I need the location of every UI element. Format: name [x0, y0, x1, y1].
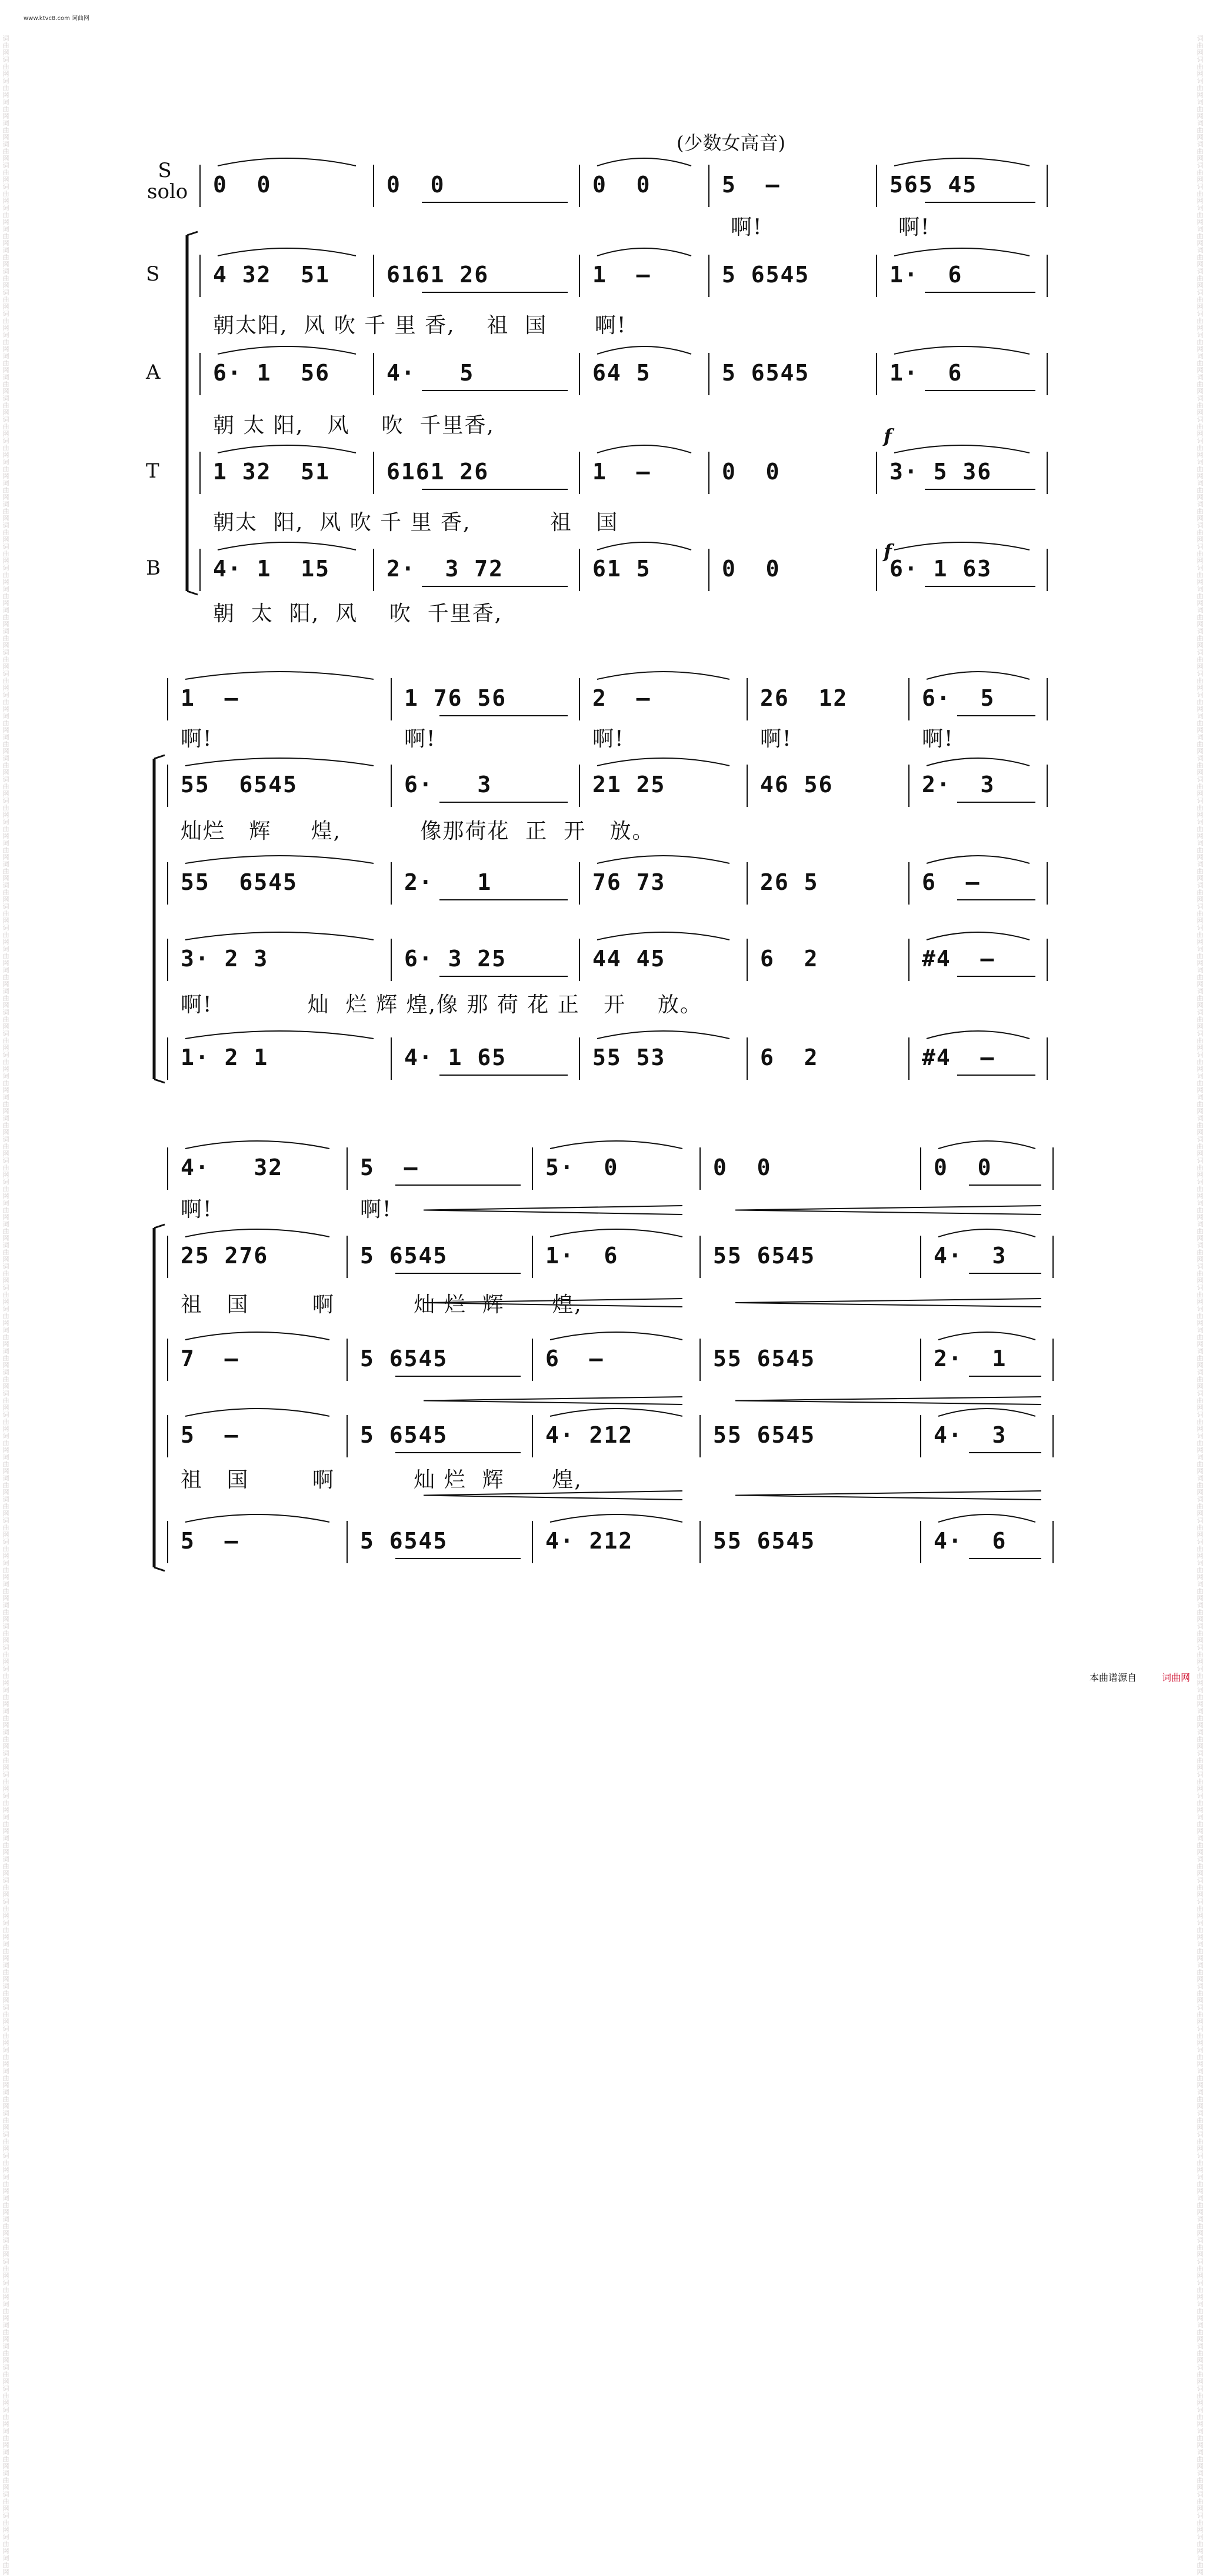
measure-notes: 6 2	[760, 1045, 819, 1070]
measure-notes: 44 45	[592, 946, 666, 972]
measure-notes: 5 –	[181, 1528, 239, 1554]
measure-notes: 4· 1 65	[404, 1045, 507, 1070]
measure-notes: 25 276	[181, 1243, 269, 1269]
hairpin	[735, 1210, 1041, 1215]
dynamic-forte: f	[884, 425, 892, 447]
measure-notes: 5 6545	[722, 262, 810, 288]
slur	[185, 758, 374, 766]
lyric-syllable: 啊!	[181, 727, 213, 751]
measure-notes: 6 –	[922, 869, 981, 895]
slur	[894, 445, 1030, 453]
slur	[927, 672, 1030, 679]
slur	[597, 542, 691, 550]
slur	[218, 542, 356, 550]
measure-notes: 26 12	[760, 685, 848, 711]
measure-notes: 6· 3	[404, 772, 492, 798]
measure-notes: 4· 212	[545, 1528, 634, 1554]
lyric-syllable: 啊!	[592, 727, 625, 751]
measure-notes: 5 6545	[360, 1346, 448, 1372]
measure-notes: 6161 26	[387, 262, 489, 288]
measure-notes: #4 –	[922, 1045, 995, 1070]
measure-notes: 55 6545	[713, 1346, 816, 1372]
measure-notes: 5 6545	[360, 1422, 448, 1448]
slur	[218, 346, 356, 354]
slur	[185, 1332, 329, 1340]
lyric-line: 祖 国 啊 灿 烂 辉 煌,	[181, 1293, 582, 1317]
measure-notes: 1 –	[592, 459, 651, 485]
measure-notes: 64 5	[592, 360, 651, 386]
slur	[550, 1514, 682, 1522]
slur	[597, 932, 729, 940]
slur	[927, 932, 1030, 940]
measure-notes: 55 6545	[713, 1528, 816, 1554]
slur	[927, 856, 1030, 863]
slur	[550, 1409, 682, 1416]
site-header: www.ktvc8.com 词曲网	[24, 15, 90, 22]
slur	[185, 856, 374, 863]
watermark-right: 词曲网词曲网词曲网词曲网词曲网词曲网词曲网词曲网词曲网词曲网词曲网词曲网词曲网词曲网词曲网词曲网词曲网词曲网词曲网词曲网词曲网词曲网词曲网词曲网词曲网词曲网词曲网词曲网词曲网词曲网词曲网词曲网词曲网词曲网词曲网词曲网词曲网词曲网词曲网词曲网词曲网词曲网词曲网词曲网词曲网词曲网词曲网词曲网词曲网词曲网词曲网词曲网词曲网词曲网词曲网词曲网词曲网词曲网词曲网词曲网词曲网词曲网词曲网词曲网词曲网词曲网词曲网词曲网词曲网词曲网词曲网词曲网词曲网词曲网词曲网词曲网词曲网词曲网词曲网词曲网词曲网词曲网词曲网词曲网词曲网词曲网词曲网词曲网词曲网词曲网词曲网词曲网词曲网词曲网词曲网词曲网词曲网词曲网词曲网词曲网词曲网词曲网词曲网词曲网词曲网词曲网词曲网词曲网词曲网词曲网词曲网词曲网词曲网词曲网词曲网词曲网词曲网词曲网词曲网词曲网	[1197, 35, 1204, 2576]
system-brace	[154, 1224, 165, 1228]
slur	[185, 672, 374, 679]
slur	[550, 1141, 682, 1149]
lyric-line: 朝 太 阳, 风 吹 千里香,	[213, 413, 495, 438]
measure-notes: 0 0	[387, 172, 445, 198]
measure-notes: 26 5	[760, 869, 819, 895]
slur	[185, 1229, 329, 1237]
dynamic-forte: f	[884, 540, 892, 562]
slur	[894, 158, 1030, 166]
measure-notes: 1 32 51	[213, 459, 331, 485]
lyric-line: 朝太阳, 风 吹 千 里 香, 祖 国 啊!	[213, 313, 627, 338]
measure-notes: 5 –	[360, 1154, 419, 1180]
part-label-s: S	[146, 262, 160, 286]
lyric-line: 灿烂 辉 煌, 像那荷花 正 开 放。	[181, 819, 655, 843]
measure-notes: 46 56	[760, 772, 834, 798]
hairpin	[735, 1303, 1041, 1307]
hairpin	[424, 1401, 682, 1405]
measure-notes: 1· 6	[889, 262, 963, 288]
measure-notes: 7 –	[181, 1346, 239, 1372]
measure-notes: 0 0	[592, 172, 651, 198]
measure-notes: 6· 5	[922, 685, 995, 711]
slur	[185, 932, 374, 940]
lyric-syllable: 啊!	[922, 727, 954, 751]
slur	[185, 1409, 329, 1416]
measure-notes: 2· 1	[934, 1346, 1007, 1372]
slur	[938, 1141, 1035, 1149]
slur	[938, 1229, 1035, 1237]
measure-notes: 55 6545	[713, 1422, 816, 1448]
lyric-syllable: 啊!	[404, 727, 437, 751]
measure-notes: 565 45	[889, 172, 978, 198]
hairpin	[735, 1491, 1041, 1496]
slur	[597, 248, 691, 256]
lyric-syllable: 啊!	[898, 215, 931, 239]
measure-notes: 21 25	[592, 772, 666, 798]
part-label-a: A	[146, 361, 161, 384]
measure-notes: 4· 3	[934, 1422, 1007, 1448]
slur	[927, 758, 1030, 766]
slur	[218, 158, 356, 166]
measure-notes: 6 2	[760, 946, 819, 972]
measure-notes: 4· 212	[545, 1422, 634, 1448]
measure-notes: 2· 1	[404, 869, 492, 895]
slur	[938, 1514, 1035, 1522]
slur	[185, 1031, 374, 1039]
part-label-b: B	[146, 556, 161, 580]
slur	[597, 346, 691, 354]
measure-notes: 0 0	[713, 1154, 772, 1180]
measure-notes: 4· 1 15	[213, 556, 331, 582]
measure-notes: 5 –	[722, 172, 781, 198]
measure-notes: 5 6545	[360, 1528, 448, 1554]
lyric-line: 朝太 阳, 风 吹 千 里 香, 祖 国	[213, 510, 619, 535]
lyric-syllable: 啊!	[731, 215, 763, 239]
measure-notes: #4 –	[922, 946, 995, 972]
hairpin	[424, 1397, 682, 1401]
hairpin	[424, 1206, 682, 1210]
measure-notes: 4· 6	[934, 1528, 1007, 1554]
measure-notes: 6· 1 56	[213, 360, 331, 386]
measure-notes: 4· 3	[934, 1243, 1007, 1269]
measure-notes: 61 5	[592, 556, 651, 582]
measure-notes: 0 0	[934, 1154, 992, 1180]
measure-notes: 5 6545	[360, 1243, 448, 1269]
slur	[597, 856, 729, 863]
system-brace	[154, 755, 165, 759]
measure-notes: 0 0	[213, 172, 272, 198]
slur	[185, 1514, 329, 1522]
footer-brand: 词曲网	[1162, 1672, 1191, 1683]
measure-notes: 1 –	[592, 262, 651, 288]
measure-notes: 3· 5 36	[889, 459, 992, 485]
measure-notes: 3· 2 3	[181, 946, 269, 972]
system-brace	[187, 591, 198, 595]
part-label-solo: S solo	[147, 159, 188, 203]
hairpin	[735, 1206, 1041, 1210]
slur	[185, 1141, 329, 1149]
measure-notes: 1· 6	[545, 1243, 619, 1269]
measure-notes: 5 –	[181, 1422, 239, 1448]
slur	[894, 542, 1030, 550]
measure-notes: 5 6545	[722, 360, 810, 386]
hairpin	[735, 1496, 1041, 1500]
slur	[894, 248, 1030, 256]
slur	[597, 158, 691, 166]
hairpin	[735, 1299, 1041, 1303]
hairpin	[735, 1401, 1041, 1405]
system-brace	[154, 1567, 165, 1571]
slur	[218, 248, 356, 256]
slur	[597, 445, 691, 453]
system-brace	[154, 1079, 165, 1083]
slur	[597, 672, 729, 679]
measure-notes: 55 53	[592, 1045, 666, 1070]
lyric-line: 啊! 灿 烂 辉 煌,像 那 荷 花 正 开 放。	[181, 993, 702, 1017]
measure-notes: 1· 2 1	[181, 1045, 269, 1070]
lyric-syllable: 啊!	[360, 1197, 392, 1222]
slur	[894, 346, 1030, 354]
lyric-syllable: 啊!	[181, 1197, 213, 1222]
measure-notes: 5· 0	[545, 1154, 619, 1180]
measure-notes: 55 6545	[181, 772, 298, 798]
measure-notes: 6· 3 25	[404, 946, 507, 972]
hairpin	[424, 1210, 682, 1215]
measure-notes: 6 –	[545, 1346, 604, 1372]
measure-notes: 0 0	[722, 459, 781, 485]
voice-annotation: (少数女高音)	[677, 132, 785, 154]
measure-notes: 1· 6	[889, 360, 963, 386]
lyric-syllable: 啊!	[760, 727, 792, 751]
measure-notes: 2· 3	[922, 772, 995, 798]
system-brace	[187, 232, 198, 235]
measure-notes: 1 76 56	[404, 685, 507, 711]
slur	[218, 445, 356, 453]
slur	[597, 758, 729, 766]
slur	[597, 1031, 729, 1039]
slur	[938, 1332, 1035, 1340]
lyric-line: 朝 太 阳, 风 吹 千里香,	[213, 602, 503, 626]
measure-notes: 6161 26	[387, 459, 489, 485]
part-label-t: T	[146, 459, 159, 483]
measure-notes: 4· 32	[181, 1154, 284, 1180]
measure-notes: 2 –	[592, 685, 651, 711]
hairpin	[735, 1397, 1041, 1401]
measure-notes: 76 73	[592, 869, 666, 895]
measure-notes: 1 –	[181, 685, 239, 711]
measure-notes: 55 6545	[713, 1243, 816, 1269]
measure-notes: 4· 5	[387, 360, 475, 386]
measure-notes: 6· 1 63	[889, 556, 992, 582]
measure-notes: 55 6545	[181, 869, 298, 895]
hairpin	[424, 1496, 682, 1500]
footer-source: 本曲谱源自	[1090, 1672, 1137, 1683]
slur	[938, 1409, 1035, 1416]
measure-notes: 2· 3 72	[387, 556, 504, 582]
slur	[550, 1229, 682, 1237]
slur	[550, 1332, 682, 1340]
watermark-left: 词曲网词曲网词曲网词曲网词曲网词曲网词曲网词曲网词曲网词曲网词曲网词曲网词曲网词曲网词曲网词曲网词曲网词曲网词曲网词曲网词曲网词曲网词曲网词曲网词曲网词曲网词曲网词曲网词曲网词曲网词曲网词曲网词曲网词曲网词曲网词曲网词曲网词曲网词曲网词曲网词曲网词曲网词曲网词曲网词曲网词曲网词曲网词曲网词曲网词曲网词曲网词曲网词曲网词曲网词曲网词曲网词曲网词曲网词曲网词曲网词曲网词曲网词曲网词曲网词曲网词曲网词曲网词曲网词曲网词曲网词曲网词曲网词曲网词曲网词曲网词曲网词曲网词曲网词曲网词曲网词曲网词曲网词曲网词曲网词曲网词曲网词曲网词曲网词曲网词曲网词曲网词曲网词曲网词曲网词曲网词曲网词曲网词曲网词曲网词曲网词曲网词曲网词曲网词曲网词曲网词曲网词曲网词曲网词曲网词曲网词曲网词曲网词曲网词曲网词曲网词曲网词曲网词曲网词曲网词曲网	[2, 35, 9, 2576]
measure-notes: 0 0	[722, 556, 781, 582]
measure-notes: 4 32 51	[213, 262, 331, 288]
lyric-line: 祖 国 啊 灿 烂 辉 煌,	[181, 1468, 582, 1492]
slur	[927, 1031, 1030, 1039]
